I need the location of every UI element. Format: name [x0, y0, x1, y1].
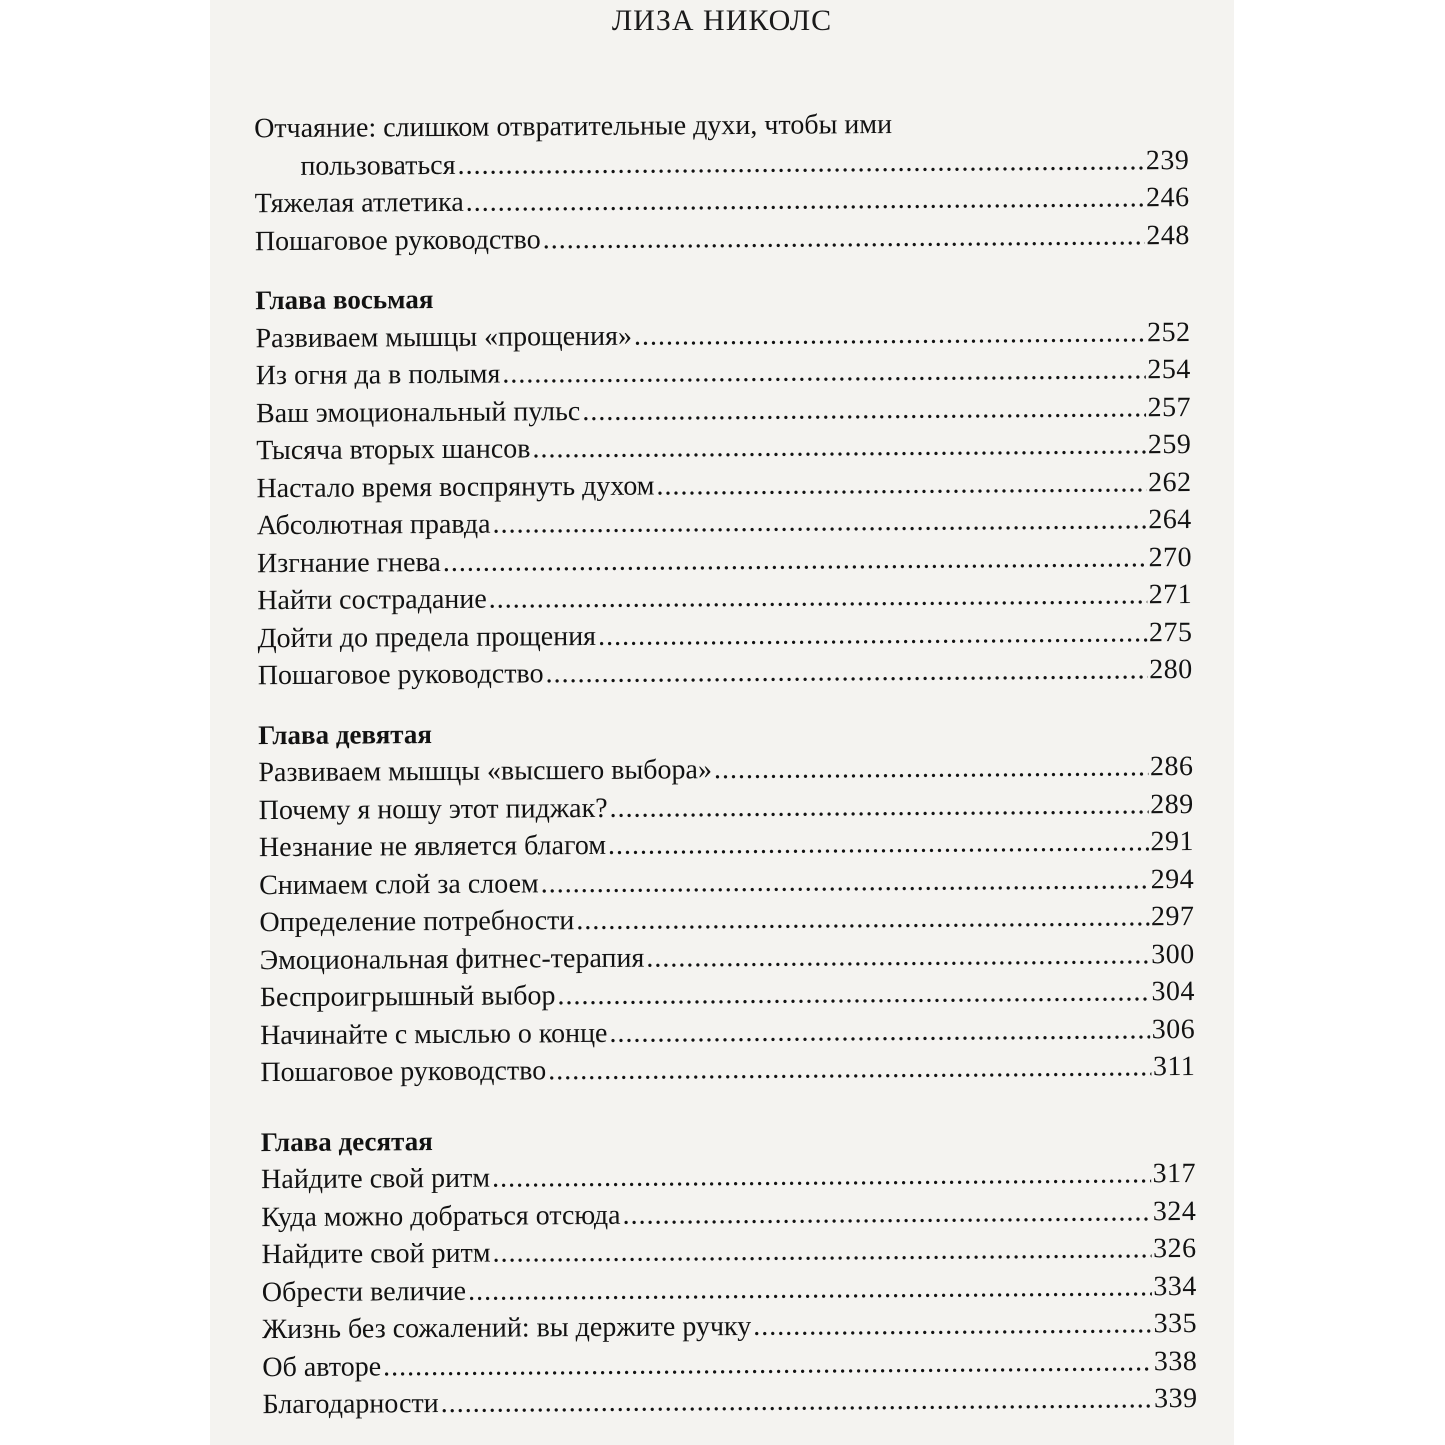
dot-leader — [646, 936, 1149, 977]
toc-entry-page: 286 — [1149, 750, 1194, 783]
toc-entry-title: Беспроигрышный выбор — [259, 980, 556, 1014]
dot-leader — [441, 1380, 1153, 1422]
toc-entry-title: Куда можно добраться отсюда — [261, 1199, 621, 1233]
dot-leader — [492, 1155, 1151, 1197]
toc-entry-title: Из огня да в полымя — [255, 358, 501, 392]
toc-entry — [262, 1342, 1197, 1386]
toc-entry-page: 259 — [1147, 428, 1192, 461]
dot-leader — [489, 576, 1147, 618]
toc-entry-title: Дойти до предела прощения — [257, 620, 597, 654]
toc-entry — [256, 463, 1191, 507]
toc-entry-title: Определение потребности — [259, 905, 575, 939]
toc-entry — [255, 313, 1190, 357]
toc-entry-title: Развиваем мышцы «прощения» — [255, 320, 633, 354]
toc-entry-title-line1: Отчаяние: слишком отвратительные духи, чтобы ими — [254, 108, 893, 145]
toc-entry-page: 311 — [1152, 1050, 1196, 1083]
toc-entry — [260, 1048, 1195, 1092]
toc-entry-page: 335 — [1153, 1307, 1198, 1340]
toc-entry-page: 300 — [1151, 938, 1195, 970]
toc-entry — [255, 179, 1190, 223]
chapter-heading: Глава десятая — [260, 1125, 433, 1157]
toc-entry-page: 248 — [1146, 219, 1190, 251]
toc-entry-title: Жизнь без сожалений: вы держите ручку — [262, 1310, 752, 1346]
dot-leader — [557, 973, 1149, 1014]
toc-entry — [259, 785, 1194, 829]
toc-entry-page: 304 — [1151, 975, 1195, 1008]
toc-entry — [257, 613, 1192, 657]
toc-entry-page: 324 — [1152, 1195, 1197, 1227]
toc-entry-page: 317 — [1152, 1157, 1197, 1190]
toc-entry-page: 334 — [1153, 1270, 1197, 1302]
toc-entry — [258, 748, 1193, 792]
toc-entry-page: 239 — [1145, 144, 1190, 176]
toc-entry-title: Найти сострадание — [257, 583, 487, 617]
dot-leader — [457, 142, 1144, 184]
toc-entry — [260, 1010, 1195, 1054]
toc-entry-title: Тяжелая атлетика — [254, 186, 464, 220]
toc-entry-page: 289 — [1150, 788, 1194, 820]
toc-entry-title: пользоваться — [300, 149, 456, 182]
toc-entry-title: Пошаговое руководство — [254, 223, 541, 257]
dot-leader — [634, 314, 1145, 355]
toc-entry-page: 252 — [1146, 316, 1191, 348]
dot-leader — [466, 179, 1145, 221]
toc-entry — [255, 216, 1190, 260]
toc-entry-title: Обрести величие — [261, 1275, 467, 1308]
toc-entry-page: 291 — [1150, 825, 1194, 858]
toc-entry-title: Изгнание гнева — [256, 546, 441, 579]
toc-entry-title: Благодарности — [262, 1388, 439, 1421]
dot-leader — [714, 748, 1148, 788]
toc-entry-title: Найдите свой ритм — [261, 1237, 491, 1271]
dot-leader — [492, 501, 1146, 543]
toc-entry-title: Незнание не является благом — [258, 829, 607, 864]
toc-entry — [259, 823, 1194, 867]
toc-entry — [256, 351, 1191, 395]
dot-leader — [541, 861, 1149, 903]
toc-entry-page: 297 — [1150, 900, 1195, 933]
toc-entry-page: 338 — [1153, 1345, 1198, 1377]
toc-entry — [259, 860, 1194, 904]
toc-entry — [259, 898, 1194, 942]
toc-entry-page: 326 — [1152, 1232, 1197, 1265]
dot-leader — [545, 651, 1147, 692]
toc-entry-page: 257 — [1147, 391, 1192, 423]
dot-leader — [492, 1230, 1151, 1272]
dot-leader — [656, 464, 1146, 505]
toc-entry-page: 275 — [1148, 616, 1193, 648]
dot-leader — [383, 1343, 1152, 1386]
dot-leader — [622, 1193, 1151, 1234]
toc-entry — [260, 973, 1195, 1017]
chapter-heading: Глава девятая — [258, 718, 433, 750]
dot-leader — [543, 217, 1145, 258]
toc-entry — [257, 576, 1192, 620]
toc-entry-page: 264 — [1148, 503, 1192, 536]
toc-entry-title: Снимаем слой за слоем — [259, 867, 539, 901]
toc-entry — [261, 1230, 1196, 1274]
toc-entry-title: Развиваем мышцы «высшего выбора» — [258, 754, 713, 789]
dot-leader — [468, 1268, 1152, 1310]
dot-leader — [609, 1011, 1149, 1052]
toc-entry — [257, 501, 1192, 545]
toc-entry-title: Найдите свой ритм — [261, 1162, 491, 1196]
toc-entry-page: 271 — [1148, 578, 1193, 611]
toc-entry-title: Эмоциональная фитнес-терапия — [259, 942, 645, 976]
toc-entry — [254, 141, 1189, 185]
toc-entry-title: Абсолютная правда — [256, 508, 491, 542]
dot-leader — [502, 351, 1145, 393]
dot-leader — [598, 614, 1147, 655]
toc-entry — [256, 426, 1191, 470]
toc-entry — [262, 1267, 1197, 1311]
dot-leader — [753, 1305, 1152, 1345]
running-head: ЛИЗА НИКОЛС — [611, 4, 833, 37]
toc-entry-page: 339 — [1153, 1382, 1198, 1415]
toc-entry — [258, 651, 1193, 695]
toc-entry-title: Почему я ношу этот пиджак? — [258, 792, 608, 826]
toc-entry-page: 306 — [1151, 1013, 1196, 1045]
dot-leader — [532, 426, 1146, 468]
toc-entry-page: 270 — [1148, 541, 1193, 573]
toc-entry-page: 254 — [1147, 353, 1191, 386]
toc-entry-title: Настало время воспрянуть духом — [256, 470, 655, 504]
table-of-contents — [254, 104, 1198, 1424]
dot-leader — [582, 389, 1146, 430]
toc-entry-page: 280 — [1149, 653, 1193, 686]
toc-entry — [260, 935, 1195, 979]
toc-entry-page: 262 — [1147, 466, 1192, 498]
toc-entry-page: 294 — [1150, 863, 1195, 895]
toc-entry-title: Тысяча вторых шансов — [256, 433, 531, 467]
chapter-heading: Глава восьмая — [255, 284, 434, 316]
toc-entry — [261, 1192, 1196, 1236]
toc-entry — [262, 1380, 1197, 1424]
toc-entry-title: Ваш эмоциональный пульс — [255, 395, 581, 429]
dot-leader — [609, 786, 1148, 827]
book-page — [210, 0, 1234, 1445]
dot-leader — [443, 539, 1147, 581]
dot-leader — [608, 823, 1149, 864]
toc-entry-title: Об авторе — [262, 1350, 382, 1383]
toc-entry — [261, 1155, 1196, 1199]
dot-leader — [548, 1048, 1151, 1089]
toc-entry — [262, 1305, 1197, 1349]
toc-entry-page: 246 — [1146, 181, 1190, 214]
toc-entry-title: Пошаговое руководство — [257, 658, 544, 692]
toc-entry-title: Пошаговое руководство — [260, 1055, 547, 1089]
toc-entry-title: Начинайте с мыслью о конце — [260, 1017, 608, 1051]
toc-entry — [256, 388, 1191, 432]
toc-entry — [257, 538, 1192, 582]
dot-leader — [576, 898, 1149, 939]
